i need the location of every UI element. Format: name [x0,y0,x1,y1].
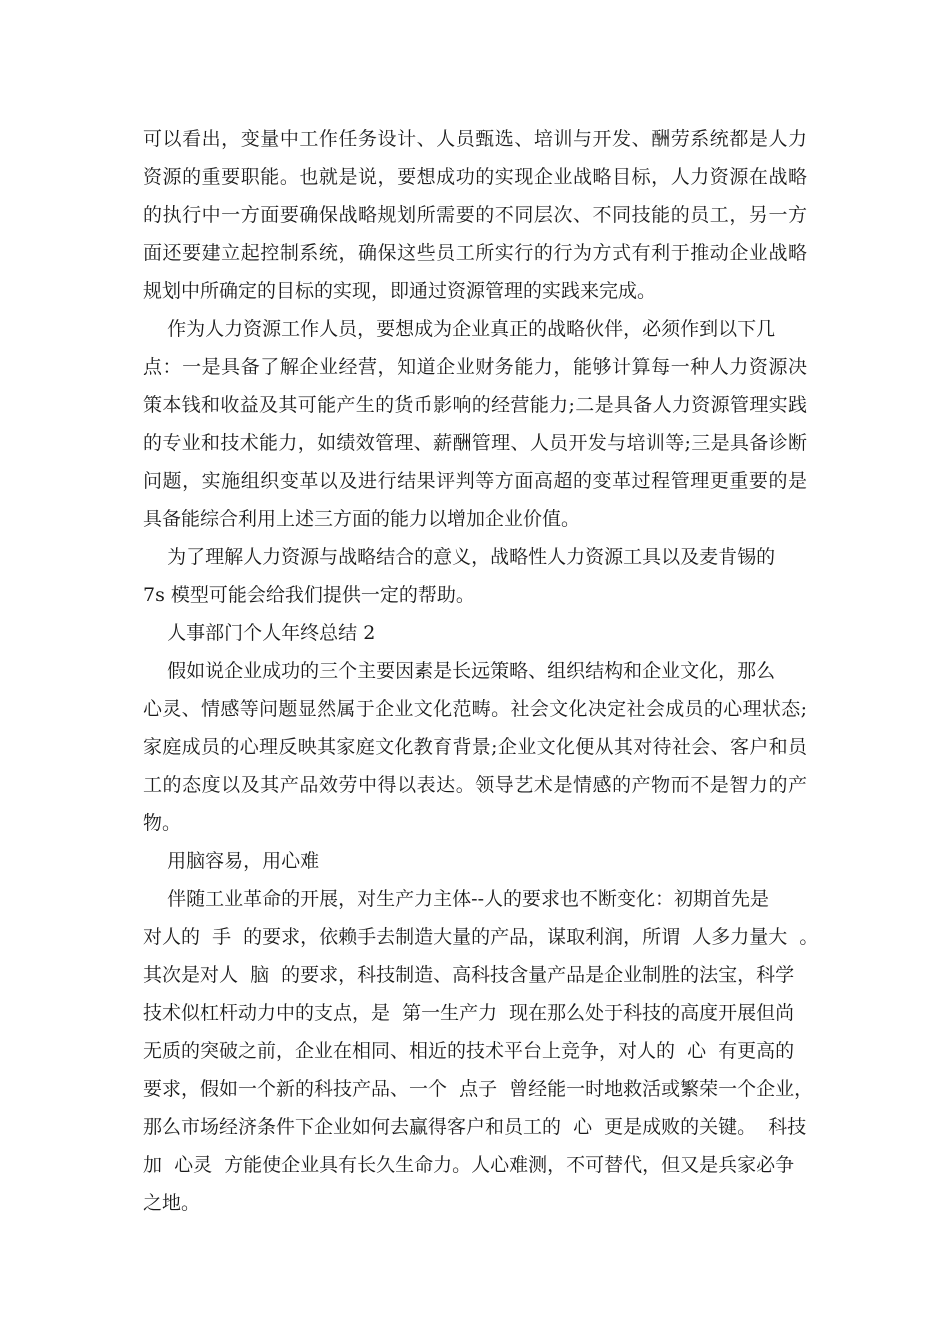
text-line: 资源的重要职能。也就是说，要想成功的实现企业战略目标，人力资源在战略 [143,166,807,188]
text-line: 技术似杠杆动力中的支点，是 第一生产力 现在那么处于科技的高度开展但尚 [143,1002,795,1024]
text-line: 点：一是具备了解企业经营，知道企业财务能力，能够计算每一种人力资源决 [143,356,807,378]
text-line: 问题，实施组织变革以及进行结果评判等方面高超的变革过程管理更重要的是 [143,470,807,492]
text-line: 规划中所确定的目标的实现，即通过资源管理的实践来完成。 [143,280,657,302]
text-line: 之地。 [143,1192,201,1214]
text-line: 物。 [143,812,182,834]
text-line: 伴随工业革命的开展，对生产力主体--人的要求也不断变化：初期首先是 [143,888,769,910]
subheading: 用脑容易，用心难 [143,850,320,872]
text-line: 无质的突破之前，企业在相同、相近的技术平台上竞争，对人的 心 有更高的 [143,1040,795,1062]
text-line: 那么市场经济条件下企业如何去赢得客户和员工的 心 更是成败的关键。 科技 [143,1116,807,1138]
text-line: 对人的 手 的要求，依赖手去制造大量的产品，谋取利润，所谓 人多力量大 。 [143,926,819,948]
text-line: 加 心灵 方能使企业具有长久生命力。人心难测，不可替代，但又是兵家必争 [143,1154,795,1176]
text-line: 的执行中一方面要确保战略规划所需要的不同层次、不同技能的员工，另一方 [143,204,807,226]
section-heading: 人事部门个人年终总结 2 [143,622,376,644]
document-body [143,120,819,1222]
text-line: 具备能综合利用上述三方面的能力以增加企业价值。 [143,508,581,530]
text-line: 其次是对人 脑 的要求，科技制造、高科技含量产品是企业制胜的法宝，科学 [143,964,795,986]
text-line: 要求，假如一个新的科技产品、一个 点子 曾经能一时地救活或繁荣一个企业， [143,1078,814,1100]
text-line: 策本钱和收益及其可能产生的货币影响的经营能力;二是具备人力资源管理实践 [143,394,807,416]
text-line: 作为人力资源工作人员，要想成为企业真正的战略伙伴，必须作到以下几 [143,318,776,340]
text-line: 工的态度以及其产品效劳中得以表达。领导艺术是情感的产物而不是智力的产 [143,774,807,796]
text-line: 假如说企业成功的三个主要因素是长远策略、组织结构和企业文化，那么 [143,660,776,682]
text-line: 可以看出，变量中工作任务设计、人员甄选、培训与开发、酬劳系统都是人力 [143,128,807,150]
text-line: 家庭成员的心理反映其家庭文化教育背景;企业文化便从其对待社会、客户和员 [143,736,807,758]
text-line: 为了理解人力资源与战略结合的意义，战略性人力资源工具以及麦肯锡的 [143,546,776,568]
text-line: 的专业和技术能力，如绩效管理、薪酬管理、人员开发与培训等;三是具备诊断 [143,432,807,454]
text-line: 7s 模型可能会给我们提供一定的帮助。 [143,584,475,606]
text-line: 面还要建立起控制系统，确保这些员工所实行的行为方式有利于推动企业战略 [143,242,807,264]
text-line: 心灵、情感等问题显然属于企业文化范畴。社会文化决定社会成员的心理状态; [143,698,807,720]
